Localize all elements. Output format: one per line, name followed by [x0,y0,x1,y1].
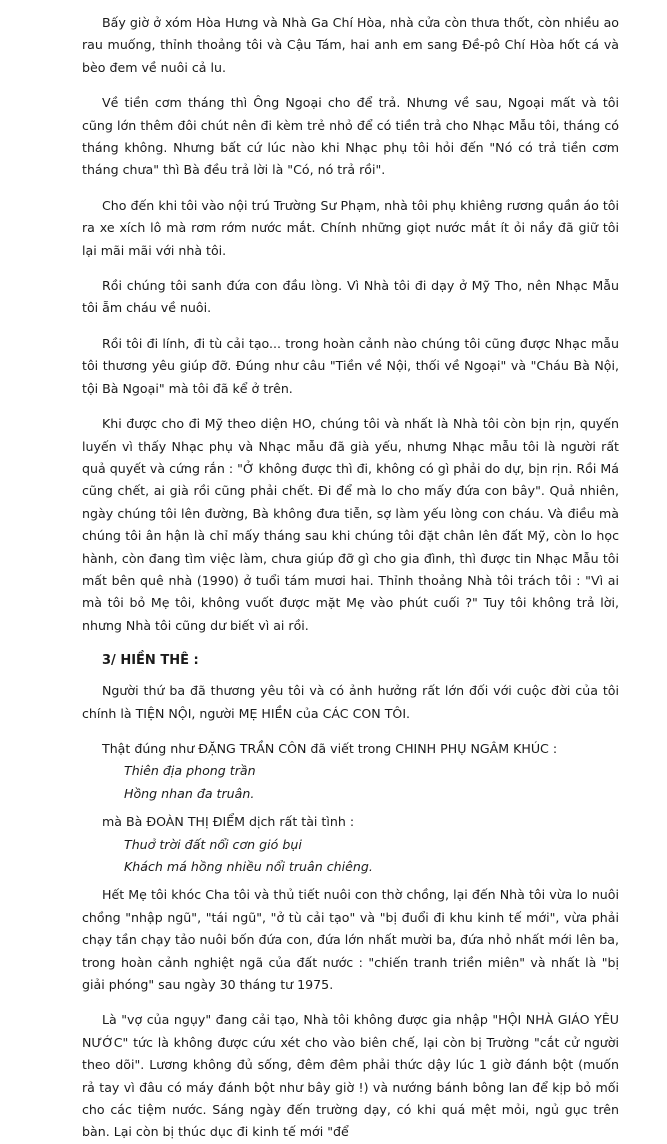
paragraph: Khi được cho đi Mỹ theo diện HO, chúng tôi và nhất là Nhà tôi còn bịn rịn, quyến luyến vì thấy Nhạc phụ và Nhạc mẫu đã già yếu, nhưng Nhạc mẫu tôi là người rất quả quyết và cứng rắn : "Ở không được thì đi, không có gì phải do dự, bịn rịn. Rồi Má cũng chết, ai già rồi cũng phải chết. Đi để mà lo cho mấy đứa con bây". Quả nhiên, ngày chúng tôi lên đường, Bà không đưa tiễn, sợ làm yếu lòng con cháu. Và điều mà chúng tôi ân hận là chỉ mấy tháng sau khi chúng tôi đặt chân lên đất Mỹ, còn lo học hành, còn đang tìm việc làm, chưa giúp đỡ gì cho gia đình, thì được tin Nhạc Mẫu tôi mất bên quê nhà (1990) ở tuổi tám mươi hai. Thỉnh thoảng Nhà tôi trách tôi : "Vì ai mà tôi bỏ Mẹ tôi, không vuốt được mặt Mẹ vào phút cuối ?" Tuy tôi không trả lời, nhưng Nhà tôi cũng dư biết vì ai rồi. [82,416,619,633]
verse-intro: Thật đúng như ĐẶNG TRẦN CÔN đã viết trong CHINH PHỤ NGÂM KHÚC : [102,740,558,756]
paragraph: Người thứ ba đã thương yêu tôi và có ảnh hưởng rất lớn đối với cuộc đời của tôi chính là TIỆN NỘI, người MẸ HIỀN của CÁC CON TÔI. [82,683,619,721]
paragraph: Rồi chúng tôi sanh đứa con đầu lòng. Vì Nhà tôi đi dạy ở Mỹ Tho, nên Nhạc Mẫu tôi ẵm cháu về nuôi. [82,278,619,316]
verse-block [82,760,619,805]
paragraph: Là "vợ của ngụy" đang cải tạo, Nhà tôi không được gia nhập "HỘI NHÀ GIÁO YÊU NƯỚC" tức là không được cứu xét cho vào biên chế, lại còn bị Trường "cắt cử người theo dõi". Lương không đủ sống, đêm đêm phải thức dậy lúc 1 giờ đánh bột (muốn rả tay vì đâu có máy đánh bột như bây giờ !) và nướng bánh bông lan để kịp bỏ mối cho các tiệm nước. Sáng ngày đến trường dạy, có khi quá mệt mỏi, ngủ gục trên bàn. Lại còn bị thúc dục đi kinh tế mới "để [82,1012,619,1140]
verse-line: Thuở trời đất nổi cơn gió bụi [124,836,302,852]
paragraph: Cho đến khi tôi vào nội trú Trường Sư Phạm, nhà tôi phụ khiêng rương quần áo tôi ra xe xích lô mà rơm rớm nước mắt. Chính những giọt nước mắt ít ỏi nầy đã giữ tôi lại mãi mãi với nhà tôi. [82,197,619,258]
verse-line: Hồng nhan đa truân. [124,785,255,801]
paragraph: Bấy giờ ở xóm Hòa Hưng và Nhà Ga Chí Hòa, nhà cửa còn thưa thốt, còn nhiều ao rau muống, thỉnh thoảng tôi và Cậu Tám, hai anh em sang Đề-pô Chí Hòa hốt cá và bèo đem về nuôi cả lu. [82,15,619,75]
paragraph: Rồi tôi đi lính, đi tù cải tạo... trong hoàn cảnh nào chúng tôi cũng được Nhạc mẫu tôi thương yêu giúp đỡ. Đúng như câu "Tiền về Nội, thối về Ngoại" và "Cháu Bà Nội, tội Bà Ngoại" mà tôi đã kể ở trên. [82,335,619,396]
verse-line: Thiên địa phong trần [124,763,256,779]
verse-block [82,834,619,879]
paragraph: Hết Mẹ tôi khóc Cha tôi và thủ tiết nuôi con thờ chồng, lại đến Nhà tôi vừa lo nuôi chồng "nhập ngũ", "tái ngũ", "ở tù cải tạo" và "bị đuổi đi khu kinh tế mới", vừa phải chạy tần chạy tảo nuôi bốn đứa con, đứa lớn nhất mười ba, đứa nhỏ nhất mới lên ba, trong hoàn cảnh nghiệt ngã của đất nước : "chiến tranh triền miên" và nhất là "bị giải phóng" sau ngày 30 tháng tư 1975. [82,887,619,993]
section-heading: 3/ HIỀN THÊ : [102,653,199,669]
verse-line: Khách má hồng nhiều nổi truân chiêng. [124,859,373,874]
paragraph: Về tiền cơm tháng thì Ông Ngoại cho để trả. Nhưng về sau, Ngoại mất và tôi cũng lớn thêm đôi chút nên đi kèm trẻ nhỏ để có tiền trả cho Nhạc Mẫu tôi, tháng có tháng không. Nhưng bất cứ lúc nào khi Nhạc phụ tôi hỏi đến "Nó có trả tiền cơm tháng chưa" thì Bà đều trả lời là "Có, nó trả rồi". [82,95,619,178]
verse-intro: mà Bà ĐOÀN THỊ ĐIỂM dịch rất tài tình : [102,814,355,830]
